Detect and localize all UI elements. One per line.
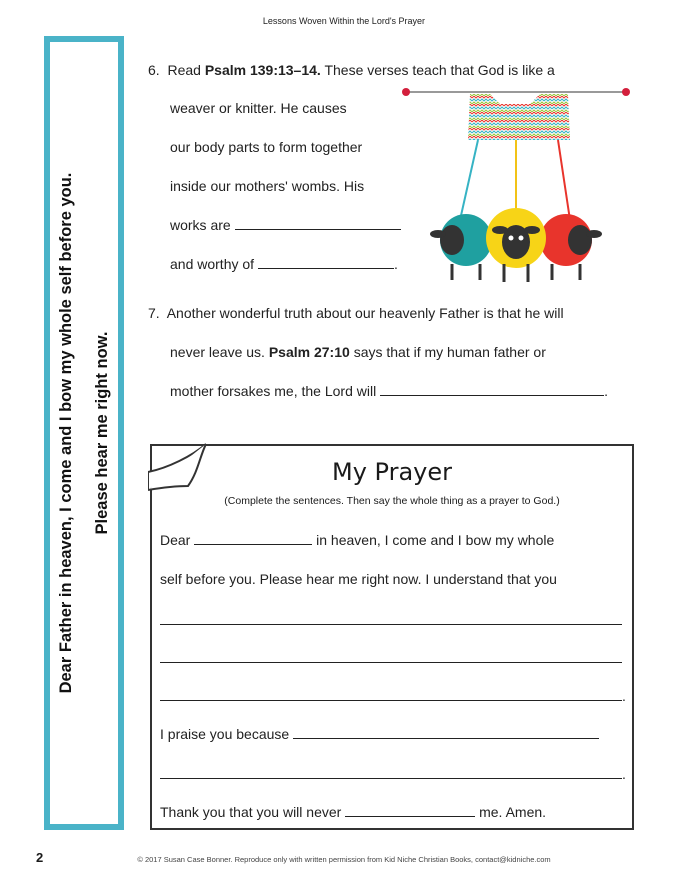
prayer-line-1: Dear in heaven, I come and I bow my whole [160,532,555,548]
sidebar-line-2: Please hear me right now. [93,331,111,535]
q6-works-label: works are [170,217,231,233]
sheep-yellow-icon [486,208,546,282]
prayer-dear-blank[interactable] [194,532,312,545]
q6-line-2: weaver or knitter. He causes [170,100,347,116]
knitted-sweater-icon [468,94,570,140]
page-number: 2 [36,850,44,865]
prayer-subtitle: (Complete the sentences. Then say the whole thing as a prayer to God.) [224,495,560,507]
q7-line-1 [148,305,564,321]
needle-tip-left-icon [402,88,410,96]
q6-line-6: and worthy of . [170,256,398,272]
q6-rest: These verses teach that God is like a [324,62,555,78]
prayer-thank-line: Thank you that you will never me. Amen. [160,804,547,820]
q7-line-3: mother forsakes me, the Lord will . [170,383,608,399]
prayer-period-2: . [622,766,626,782]
prayer-line-2: self before you. Please hear me right now. I understand that you [160,571,557,587]
knitting-sheep-illustration [400,80,640,290]
prayer-praise-line: I praise you because [160,726,599,742]
q7-number: 7. [148,305,160,321]
q6-line-3: our body parts to form together [170,139,363,155]
q7-text-1: Another wonderful truth about our heavenly Father is that he will [166,305,564,321]
sheep-red-icon [540,214,602,280]
sheep-teal-icon [430,214,492,280]
prayer-praise-blank[interactable] [293,726,599,739]
prayer-answer-line-2[interactable] [160,662,622,663]
q6-read: Read [167,62,201,78]
yarn-strand-icon [460,140,478,220]
q6-line-1 [148,62,555,78]
prayer-answer-line-1[interactable] [160,624,622,625]
prayer-never-blank[interactable] [345,804,475,817]
prayer-sidebar [44,36,124,830]
prayer-period-1: . [622,688,626,704]
prayer-answer-line-4[interactable] [160,778,622,779]
sidebar-text [48,173,120,694]
q6-line-4: inside our mothers' wombs. His [170,178,365,194]
needle-tip-right-icon [622,88,630,96]
q6-worthy-blank[interactable] [258,256,394,269]
q6-reference: Psalm 139:13–14. [204,62,321,78]
copyright-footer: © 2017 Susan Case Bonner. Reproduce only with written permission from Kid Niche Christian Books, contact@kidniche.com [137,855,551,864]
q6-number: 6. [148,62,160,78]
prayer-answer-line-3[interactable] [160,700,622,701]
header-title: Lessons Woven Within the Lord's Prayer [262,16,426,26]
q6-worthy-label: and worthy of [170,256,255,272]
prayer-title: My Prayer [332,458,452,486]
yarn-strand-icon [558,140,570,220]
q7-lord-will-blank[interactable] [380,383,604,396]
q6-line-5 [170,217,401,233]
q6-works-blank[interactable] [235,217,401,230]
q7-reference: Psalm 27:10 [268,344,350,360]
q7-line-2: never leave us. Psalm 27:10 says that if my human father or [170,344,546,360]
sidebar-line-1: Dear Father in heaven, I come and I bow my whole self before you. [57,172,75,694]
